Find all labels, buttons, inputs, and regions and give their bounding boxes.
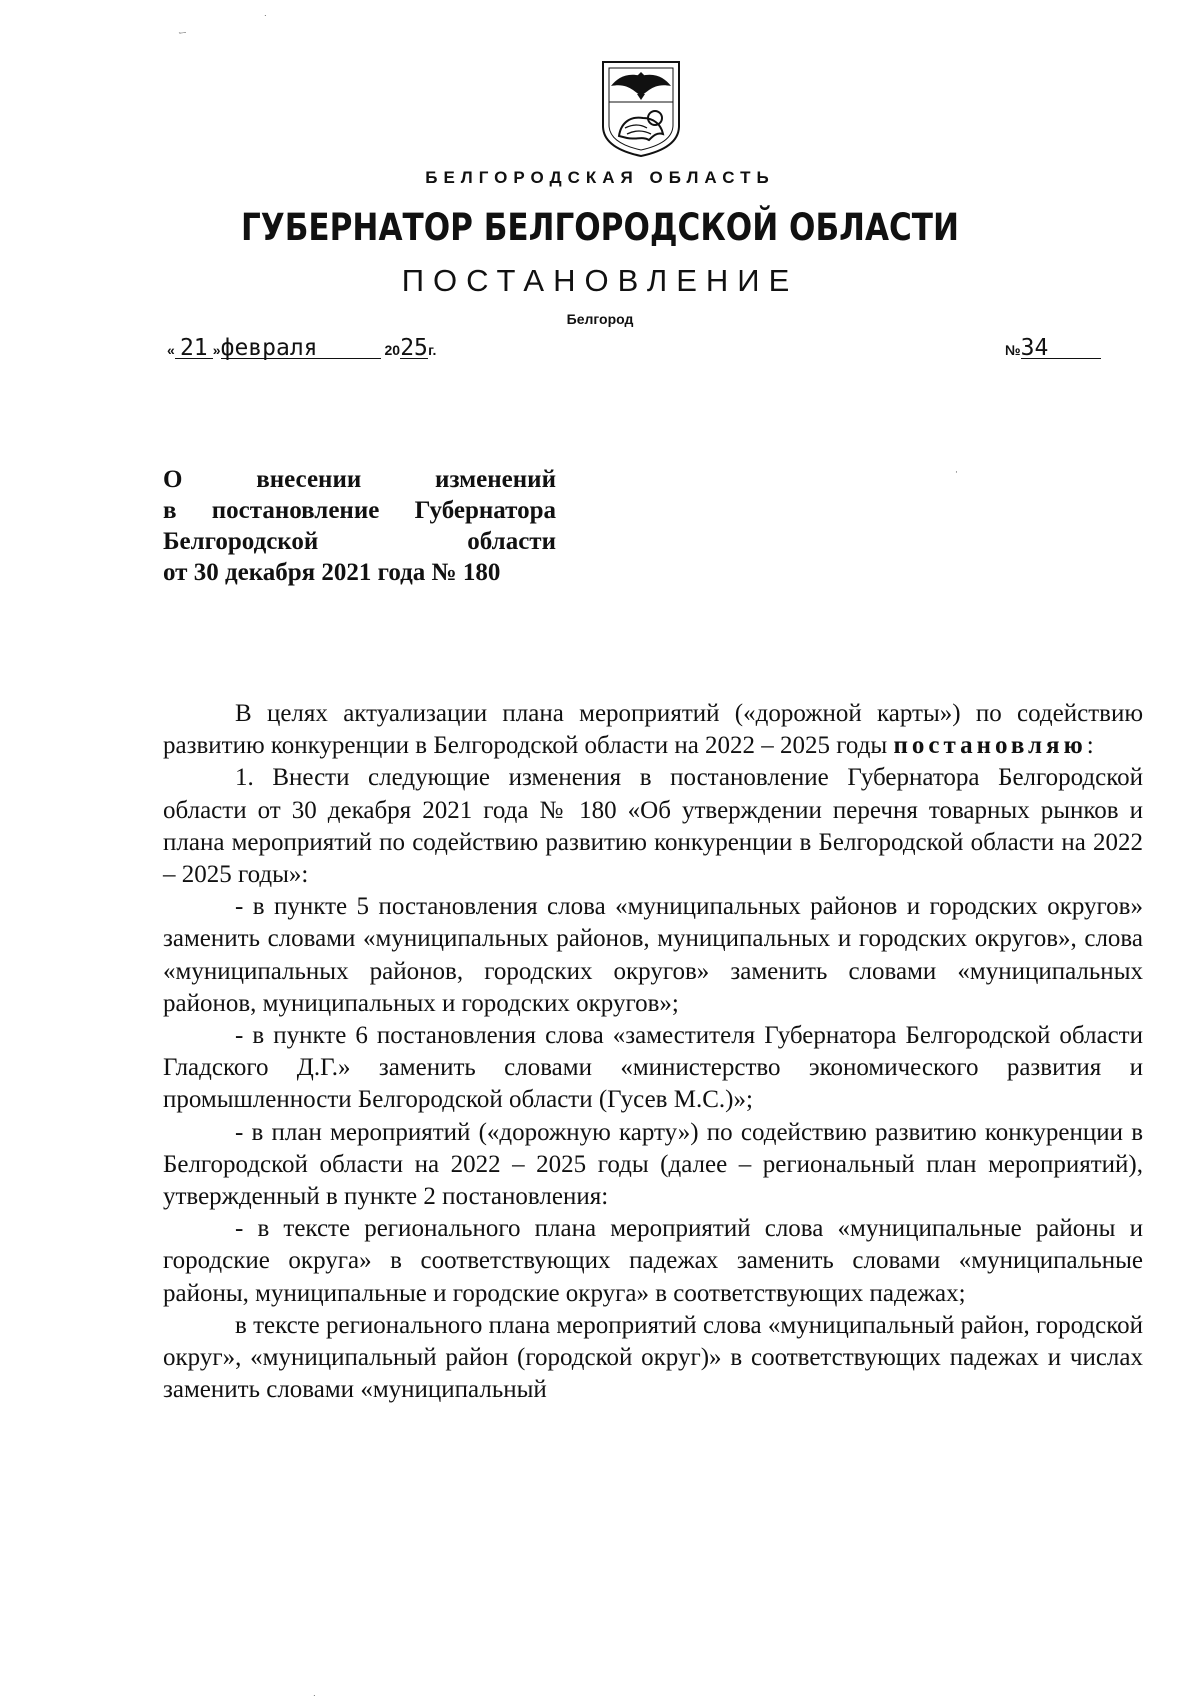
date-year-prefix: 20 [384, 342, 401, 358]
preamble-paragraph: В целях актуализации плана мероприятий («дорожной карты») по содействию развитию конкуренции в Белгородской области на 2022 – 2025 годы постановляю: [163, 700, 1143, 760]
decree-date: « 21 »февраля 2025г. [167, 335, 437, 361]
paragraph-plan: - в план мероприятий («дорожную карту») по содействию развитию конкуренции в Белгородской области на 2022 – 2025 годы (далее – региональный план мероприятий), утвержденный в пункте 2 постановления: [163, 1118, 1143, 1211]
scan-speck: ᐧ [264, 12, 267, 22]
paragraph-plan-text-2: в тексте регионального плана мероприятий слова «муниципальный район, городской округ», «муниципальный район (городской округ)» в соответствующих падежах и числах заменить словами «муниципальный [163, 1311, 1143, 1404]
paragraph-1: 1. Внести следующие изменения в постановление Губернатора Белгородской области от 30 декабря 2021 года № 180 «Об утверждении перечня товарных рынков и плана мероприятий по содействию развитию конкуренции в Белгородской области на 2022 – 2025 годы»: [163, 764, 1143, 889]
date-day: 21 [175, 338, 213, 359]
decree-word: постановляю [893, 732, 1087, 760]
subject-line: Белгородской области [163, 528, 556, 555]
date-month: февраля [221, 338, 381, 359]
paragraph-item-6: - в пункте 6 постановления слова «заместителя Губернатора Белгородской области Гладского Д.Г.» заменить словами «министерство экономического развития и промышленности Белгородской области (Гусев М.С.)»; [163, 1022, 1143, 1114]
number-value: 34 [1021, 338, 1101, 359]
scan-speck: ー [178, 29, 188, 39]
city-label: Белгород [566, 311, 634, 327]
scan-speck: · [955, 468, 958, 478]
paragraph-item-5: - в пункте 5 постановления слова «муниципальных районов и городских округов» заменить словами «муниципальных районов, муниципальных и городских округов», слова «муниципальных районов, городских округов» заменить словами «муниципальных районов, муниципальных и городских округов»; [163, 893, 1143, 1017]
document-type-heading: ПОСТАНОВЛЕНИЕ [401, 263, 799, 298]
subject-line: в постановление Губернатора [163, 497, 556, 524]
decree-subject [163, 464, 556, 588]
decree-number [1005, 335, 1101, 361]
scan-speck: ᐧ [313, 1692, 316, 1702]
subject-line: О внесении изменений [163, 466, 556, 493]
authority-heading: ГУБЕРНАТОР БЕЛГОРОДСКОЙ ОБЛАСТИ [240, 206, 960, 249]
paragraph-plan-text-1: - в тексте регионального плана мероприятий слова «муниципальные районы и городские округа» в соответствующих падежах заменить словами «муниципальные районы, муниципальные и городские округа» в соответствующих падежах; [163, 1215, 1143, 1307]
belgorod-coat-of-arms-icon [597, 56, 685, 160]
subject-line: от 30 декабря 2021 года № 180 [163, 559, 501, 586]
number-sign: № [1005, 342, 1021, 358]
decree-body [163, 698, 1143, 1406]
region-heading: БЕЛГОРОДСКАЯ ОБЛАСТЬ [425, 168, 775, 187]
date-year-suffix: 25 [400, 335, 428, 361]
